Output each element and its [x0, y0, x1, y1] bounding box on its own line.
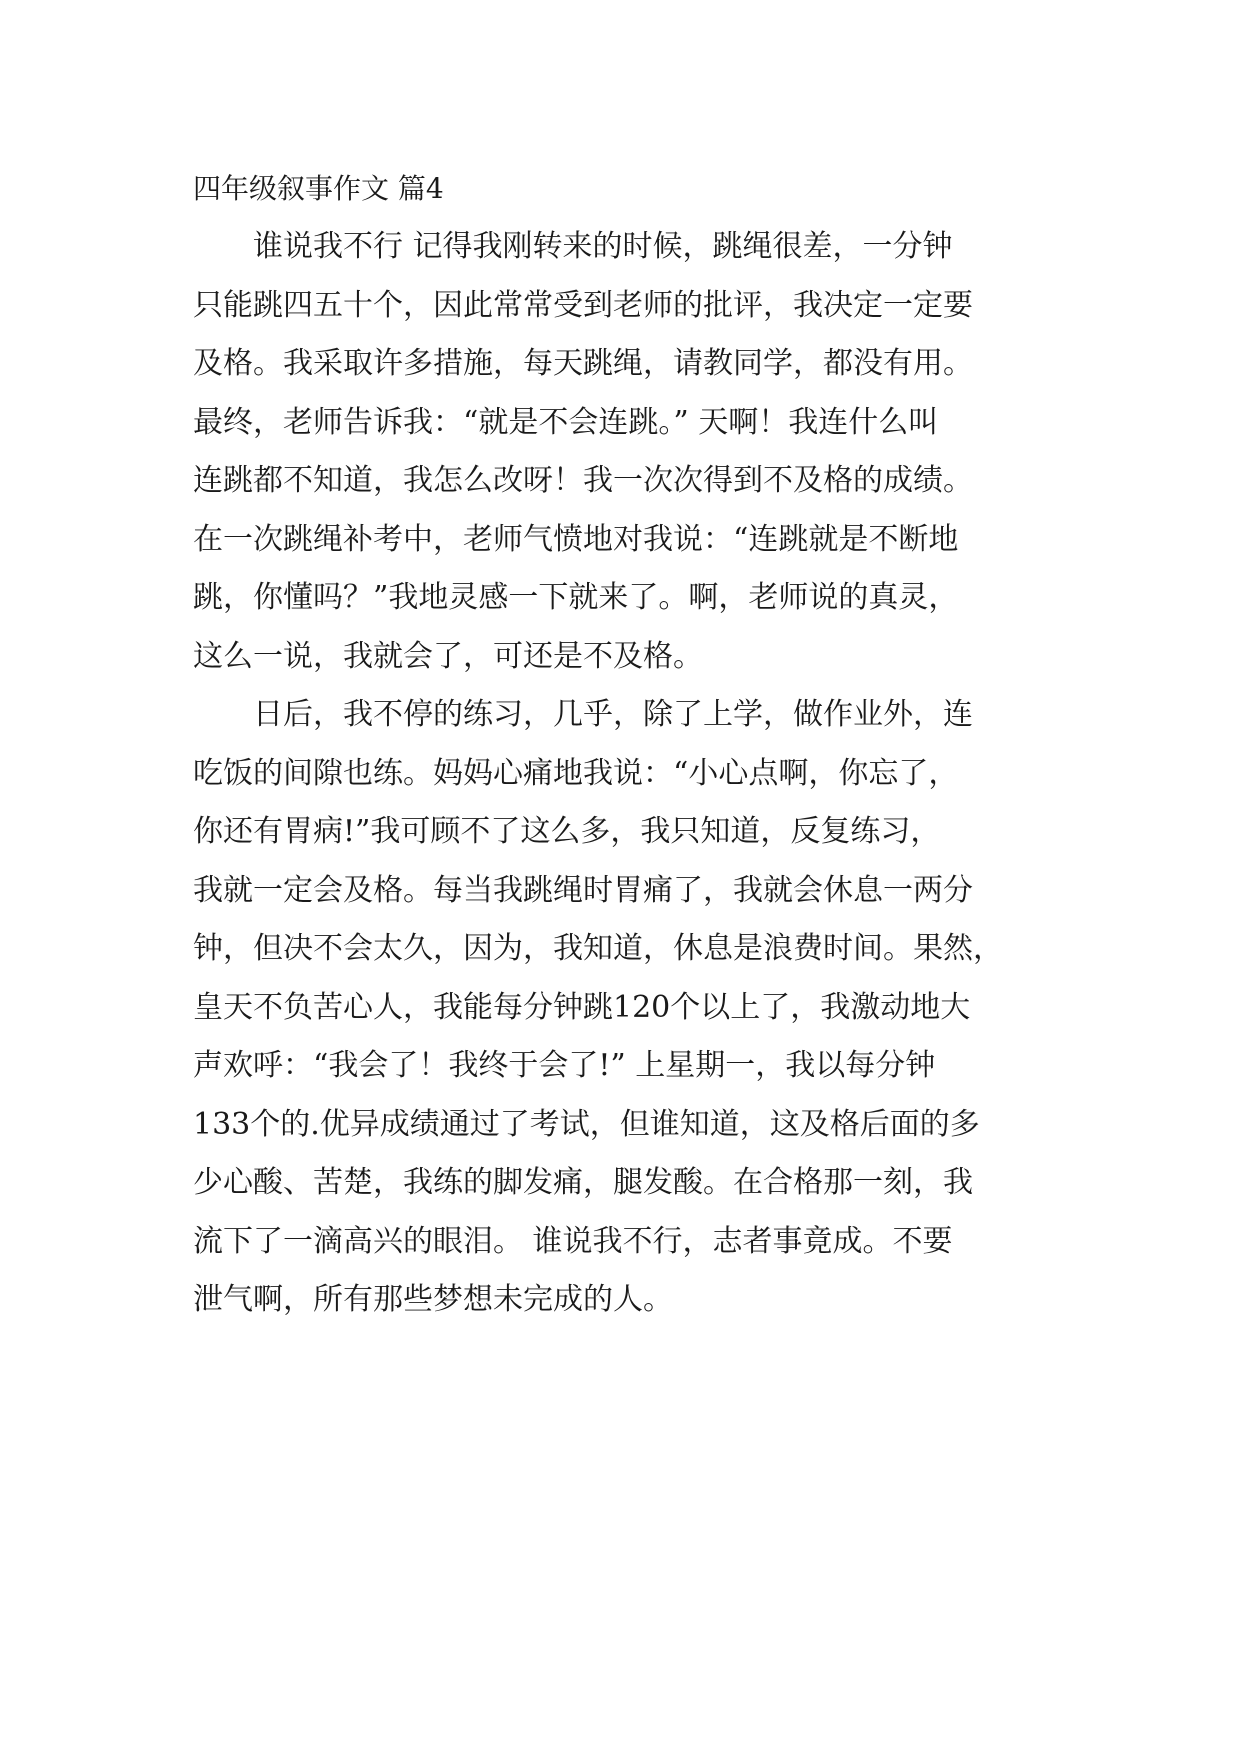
paragraph-line: 流下了一滴高兴的眼泪。 谁说我不行，志者事竟成。不要 [193, 1223, 953, 1259]
paragraph-line: 只能跳四五十个，因此常常受到老师的批评，我决定一定要 [193, 287, 973, 323]
paragraph-line: 及格。我采取许多措施，每天跳绳，请教同学，都没有用。 [193, 346, 973, 381]
paragraph-line: 133个的.优异成绩通过了考试，但谁知道，这及格后面的多 [193, 1106, 980, 1142]
paragraph-line: 声欢呼：“我会了！我终于会了!” 上星期一，我以每分钟 [193, 1048, 936, 1083]
paragraph-line: 钟，但决不会太久，因为，我知道，休息是浪费时间。果然， [193, 931, 1003, 966]
paragraph-line: 泄气啊，所有那些梦想未完成的人。 [193, 1282, 673, 1317]
document-content [193, 160, 1073, 1330]
paragraph-line: 在一次跳绳补考中，老师气愤地对我说：“连跳就是不断地 [193, 521, 959, 557]
paragraph-2 [193, 686, 1073, 1330]
paragraph-line: 最终，老师告诉我：“就是不会连跳。” 天啊！我连什么叫 [193, 404, 939, 440]
essay-title: 四年级叙事作文 篇4 [193, 172, 444, 205]
paragraph-1 [193, 218, 1073, 686]
paragraph-line: 连跳都不知道，我怎么改呀！我一次次得到不及格的成绩。 [193, 463, 973, 498]
paragraph-line: 谁说我不行 记得我刚转来的时候，跳绳很差，一分钟 [253, 229, 953, 264]
paragraph-line: 这么一说，我就会了，可还是不及格。 [193, 638, 703, 674]
paragraph-line: 我就一定会及格。每当我跳绳时胃痛了，我就会休息一两分 [193, 872, 973, 908]
paragraph-line: 你还有胃病!”我可顾不了这么多，我只知道，反复练习， [193, 814, 941, 849]
paragraph-line: 跳，你懂吗？”我地灵感一下就来了。啊，老师说的真灵， [193, 580, 959, 615]
paragraph-line: 吃饭的间隙也练。妈妈心痛地我说：“小心点啊，你忘了， [193, 755, 959, 791]
paragraph-line: 日后，我不停的练习，几乎，除了上学，做作业外，连 [253, 697, 973, 732]
paragraph-line: 少心酸、苦楚，我练的脚发痛，腿发酸。在合格那一刻，我 [193, 1165, 973, 1200]
paragraph-line: 皇天不负苦心人，我能每分钟跳120个以上了，我激动地大 [193, 989, 971, 1025]
